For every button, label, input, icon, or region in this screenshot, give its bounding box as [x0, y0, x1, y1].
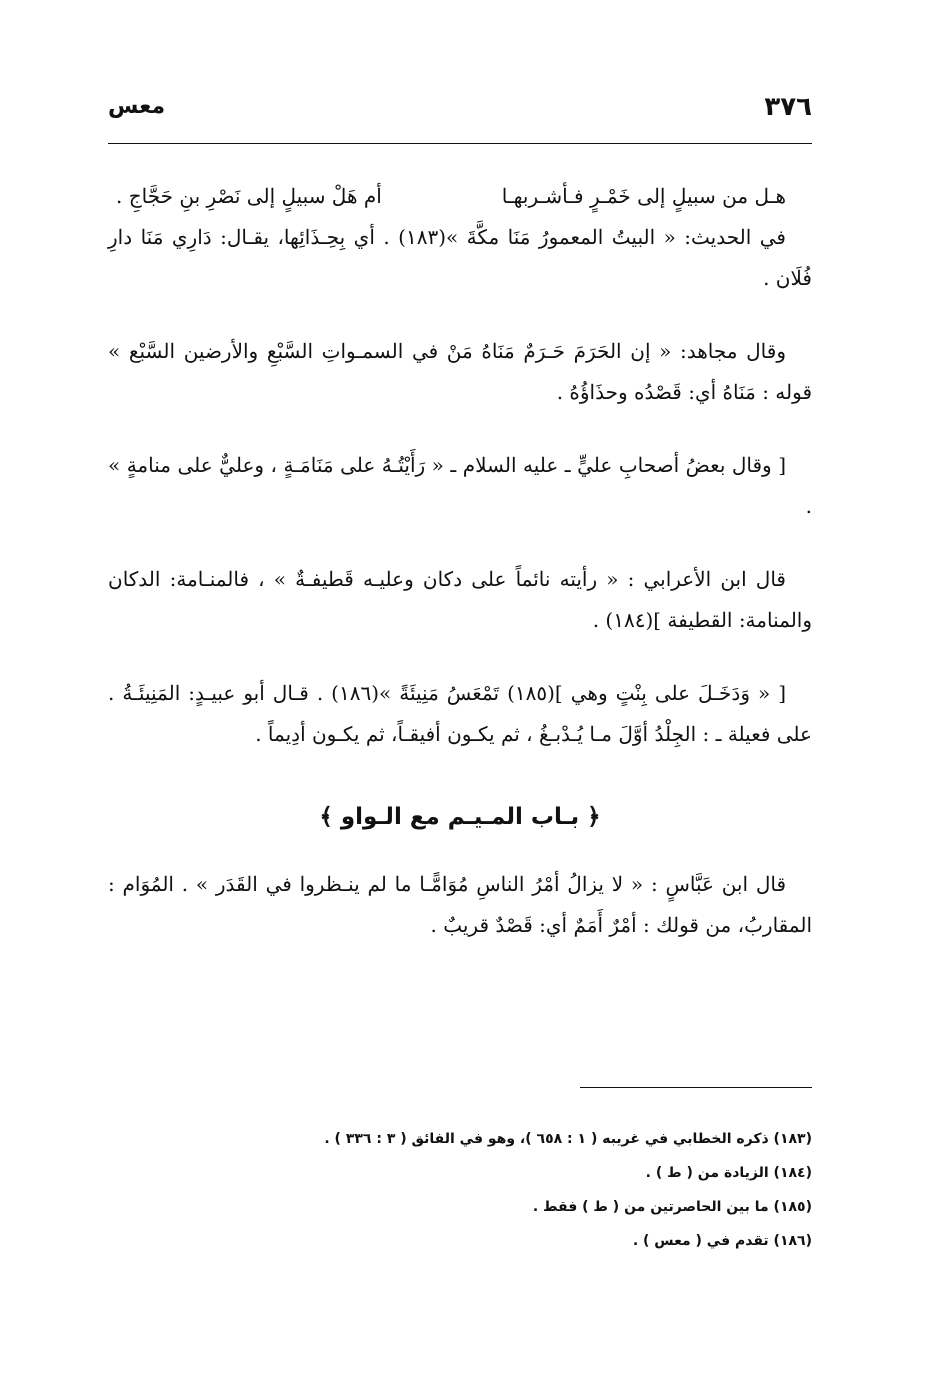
main-text: [108, 176, 812, 946]
page-number: ٣٧٦: [764, 92, 812, 122]
verse-second-hemistich: أم هَلْ سبيلٍ إلى نَصْرِ بنِ حَجَّاجِ .: [116, 184, 382, 208]
paragraph-mujahid: وقال مجاهد: « إن الحَرَمَ حَـرَمٌ مَنَاهُ مَنْ في السمـواتِ السَّبْعِ والأرضين السَّبْع » قوله : مَنَاهُ أي: قَصْدُه وحذَاؤُهُ .: [108, 339, 812, 404]
footnote-183: (١٨٣) ذكره الخطابي في غريبه ( ١ : ٦٥٨ )، وهو في الفائق ( ٣ : ٣٣٦ ) .: [324, 1131, 812, 1147]
paragraph-hadith: في الحديث: « البيتُ المعمورُ مَنَا مكَّةَ »(١٨٣) . أي بِحِـذَائِها، يقـال: دَارِي مَنَا دارِ فُلَان .: [108, 225, 812, 290]
paragraph-ali: [ وقال بعضُ أصحابِ عليٍّ ـ عليه السلام ـ « رَأَيْتُـهُ على مَنَامَـةٍ ، وعليٌّ على منامةٍ » .: [108, 453, 812, 518]
footnotes: [108, 1122, 812, 1258]
book-page: [108, 0, 812, 1373]
verse-first-hemistich: هـل من سبيلٍ إلى خَمْـرٍ فـأشـربهـا: [501, 184, 786, 208]
paragraph-ibn-abbas: قال ابن عَبَّاسٍ : « لا يزالُ أمْرُ الناسِ مُوَامًّـا ما لم ينـظروا في القَدَر » . المُوَام : المقاربُ، من قولك : أمْرٌ أَمَمٌ أي: قَصْدٌ قريبٌ .: [108, 872, 812, 937]
footnote-rule: [580, 1087, 812, 1088]
paragraph-ibn-alarabi: قال ابن الأعرابي : « رأيته نائماً على دكان وعليـه قَطيفـةٌ » ، فالمنـامة: الدكان والمنامة: القطيفة ](١٨٤) .: [108, 567, 812, 632]
footnote-186: (١٨٦) تقدم في ( معس ) .: [632, 1233, 812, 1249]
page-header: [108, 92, 812, 128]
paragraph-abu-ubayd: [ « وَدَخَـلَ على بِنْتٍ وهي ](١٨٥) تَمْعَسُ مَنِيئَةً »(١٨٦) . قـال أبو عبيـدٍ: المَنِيئَـةُ . على فعيلة ـ : الجِلْدُ أوَّلَ مـا يُـدْبـغُ ، ثم يكـون أفيقـاً، ثم يكـون أدِيماً .: [108, 681, 812, 746]
footnote-184: (١٨٤) الزيادة من ( ط ) .: [645, 1165, 812, 1181]
poetry-verse: [108, 176, 812, 217]
footnote-185: (١٨٥) ما بين الحاصرتين من ( ط ) فقط .: [532, 1199, 812, 1215]
running-head: معس: [108, 94, 166, 119]
chapter-heading: ﴿ بـاب المـيـم مع الـواو ﴾: [319, 804, 601, 830]
header-rule: [108, 143, 812, 144]
